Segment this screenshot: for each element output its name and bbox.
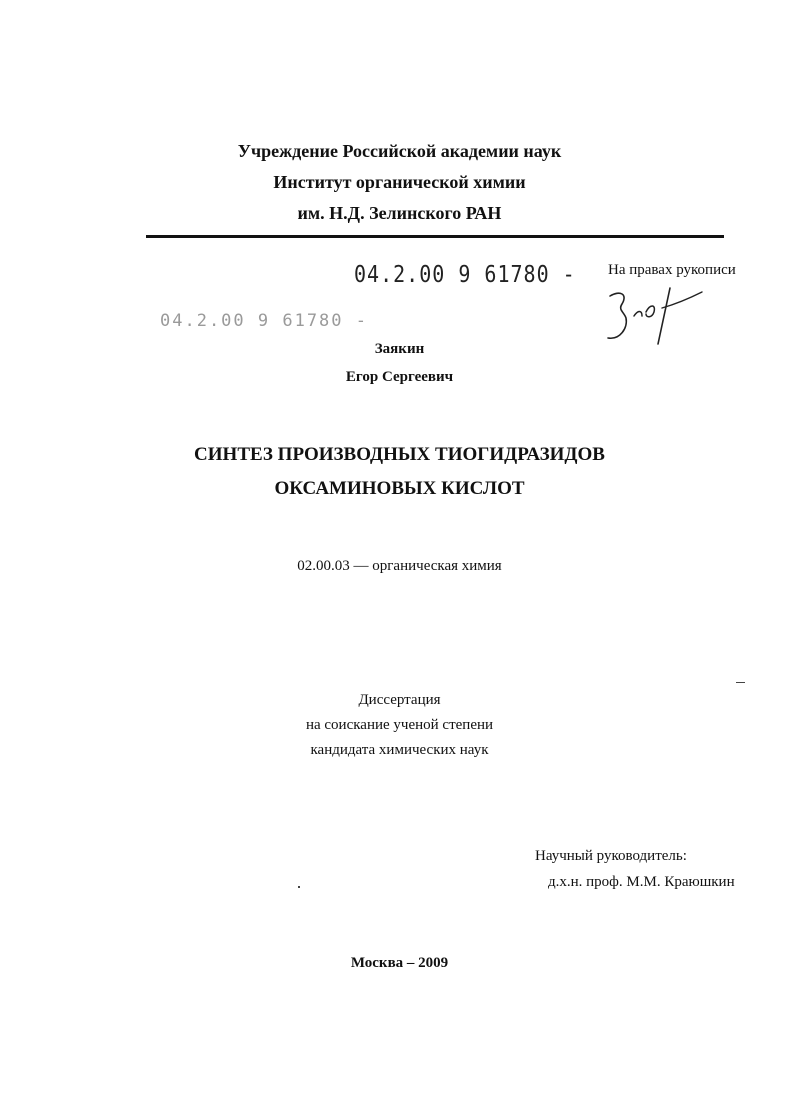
dissertation-title-line-2: ОКСАМИНОВЫХ КИСЛОТ [274, 478, 525, 499]
registration-stamp: 04.2.00 9 61780 - [354, 260, 576, 288]
supervisor-name: д.х.н. проф. М.М. Краюшкин [548, 874, 735, 890]
dissertation-type: Диссертация [358, 692, 441, 708]
degree-line-2: кандидата химических наук [310, 742, 489, 758]
rights-notice: На правах рукописи [608, 262, 736, 278]
institution-line-1: Учреждение Российской академии наук [237, 141, 562, 161]
institution-line-2: Институт органической химии [273, 172, 526, 192]
author-surname: Заякин [374, 341, 425, 357]
supervisor-label: Научный руководитель: [535, 848, 687, 864]
degree-line-1: на соискание ученой степени [305, 717, 494, 733]
scan-mark [736, 682, 745, 683]
city-year: Москва – 2009 [350, 955, 449, 971]
author-given-names: Егор Сергеевич [345, 369, 454, 385]
scan-dot [298, 886, 300, 888]
faint-stamp-imprint: 04.2.00 9 61780 - [160, 311, 368, 331]
institution-line-3: им. Н.Д. Зелинского РАН [297, 203, 502, 223]
dissertation-title-line-1: СИНТЕЗ ПРОИЗВОДНЫХ ТИОГИДРАЗИДОВ [194, 444, 605, 465]
header-divider [146, 235, 724, 238]
specialty-code: 02.00.03 — органическая химия [297, 558, 502, 574]
